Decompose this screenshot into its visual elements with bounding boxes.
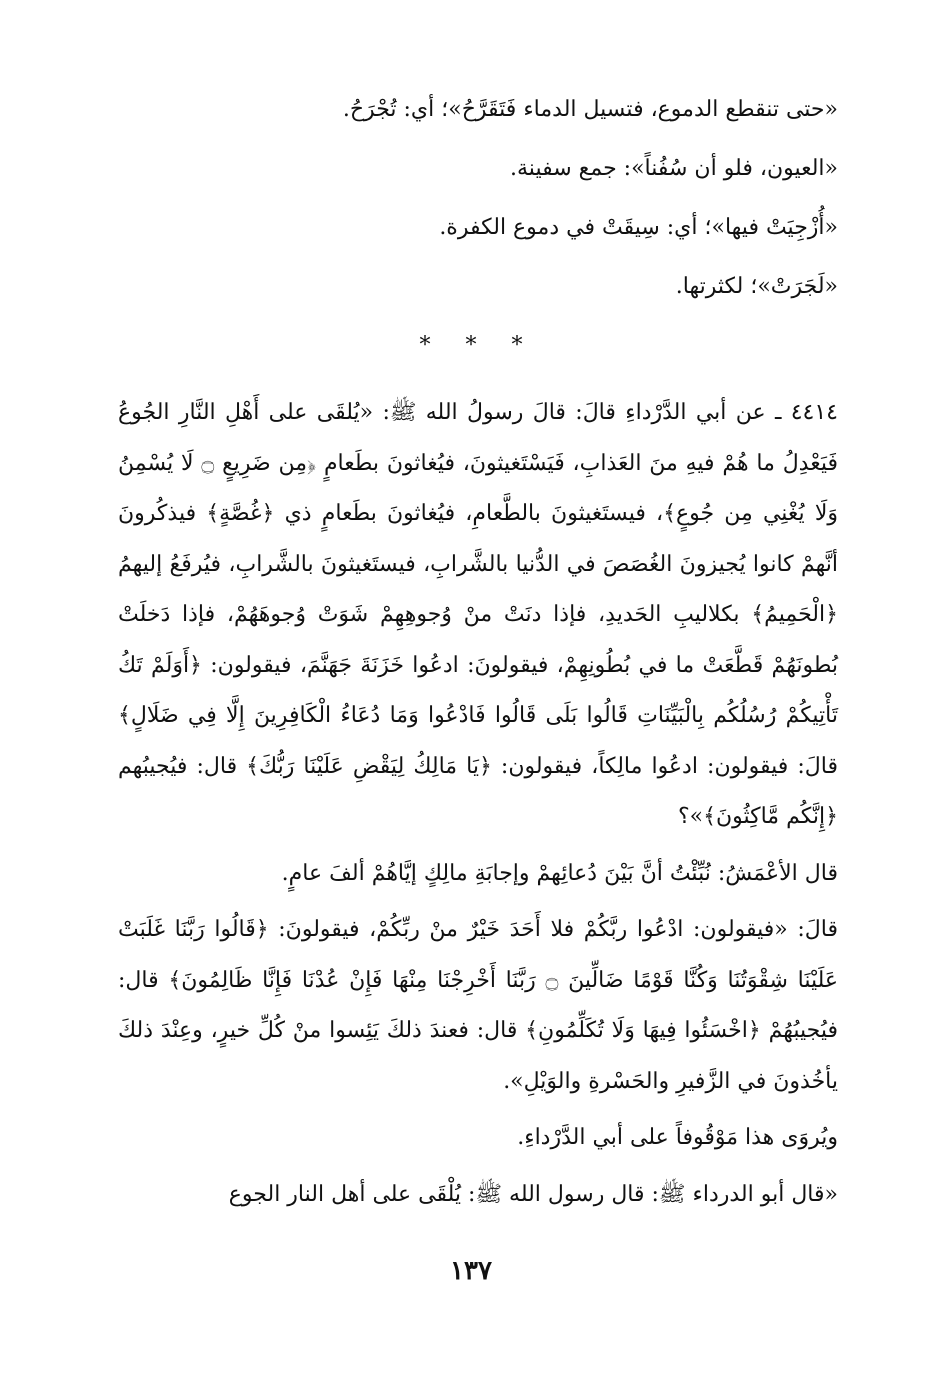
- hadith-continuation: قالَ: «فيقولون: ادْعُوا ربَّكُمْ فلا أَحَدَ خَيْرٌ منْ ربِّكُمْ، فيقولونَ: ﴿قَالُوا رَبَّنَا غَلَبَتْ عَلَيْنَا شِقْوَتُنَا وَكُنَّا قَوْمًا ضَالِّينَ ۝ رَبَّنَا أَخْرِجْنَا مِنْهَا فَإِنْ عُدْنَا فَإِنَّا ظَالِمُونَ﴾ قال: فيُجيبُهُمْ ﴿اخْسَئُوا فِيهَا وَلَا تُكَلِّمُونِ﴾ قال: فعندَ ذلكَ يَئِسوا منْ كُلِّ خيرٍ، وعِنْدَ ذلكَ يأخُذونَ في الزَّفيرِ والحَسْرةِ والوَيْلِ».: [118, 917, 839, 1094]
- gloss-line: «العيون، فلو أن سُفُناً»: جمع سفينة.: [510, 156, 838, 181]
- gloss-line: «حتى تنقطع الدموع، فتسيل الدماء فَتَقَرَّحُ»؛ أي: تُجْرَحُ.: [342, 97, 838, 122]
- book-page: [118, 80, 838, 1300]
- gloss-line: «لَجَرَتْ»؛ لكثرتها.: [675, 274, 838, 299]
- glossary-lines: [118, 80, 838, 316]
- hadith-text: [118, 388, 838, 1220]
- gloss-line: «أُزْجِيَتْ فيها»؛ أي: سِيقَتْ في دموع الكفرة.: [439, 215, 838, 240]
- mawquf-note: ويُروَى هذا مَوْقُوفاً على أبي الدَّرْداءِ.: [517, 1125, 838, 1150]
- page-number: ١٣٧: [450, 1256, 492, 1286]
- hadith-paragraph: ٤٤١٤ ـ عن أبي الدَّرْداءِ قالَ: قالَ رسولُ الله ﷺ: «يُلقَى على أَهْلِ النَّارِ الجُوعُ فَيَعْدِلُ ما هُمْ فيهِ منَ العَذابِ، فَيَسْتَغيثونَ، فيُغاثونَ بطَعامٍ ﴿مِن ضَرِيعٍ ۝ لَا يُسْمِنُ وَلَا يُغْنِي مِن جُوعٍ﴾، فيستَغيثونَ بالطَّعامِ، فيُغاثونَ بطَعامٍ ذي ﴿غُصَّةٍ﴾ فيذكُرونَ أنَّهمْ كانوا يُجيزونَ الغُصَصَ في الدُّنيا بالشَّرابِ، فيستَغيثونَ بالشَّرابِ، فيُرفَعُ إليهمُ ﴿الْحَمِيمُ﴾ بكلاليبِ الحَديدِ، فإذا دنَتْ منْ وُجوهِهِمْ شَوَتْ وُجوهَهُمْ، فإذا دَخلَتْ بُطونَهُمْ قَطَّعَتْ ما في بُطُونِهِمْ، فيقولونَ: ادعُوا خَزَنَةَ جَهَنَّمَ، فيقولون: ﴿أَوَلَمْ تَكُ تَأْتِيكُمْ رُسُلُكُم بِالْبَيِّنَاتِ قَالُوا بَلَى قَالُوا فَادْعُوا وَمَا دُعَاءُ الْكَافِرِينَ إِلَّا فِي ضَلَالٍ﴾ قالَ: فيقولون: ادعُوا مالِكاً، فيقولون: ﴿يَا مَالِكُ لِيَقْضِ عَلَيْنَا رَبُّكَ﴾ قال: فيُجيبُهم ﴿إِنَّكُم مَّاكِثُونَ﴾»؟: [118, 400, 838, 829]
- narrator-note: قال الأعْمَشُ: نُبِّئْتُ أنَّ بَيْنَ دُعائِهمْ وإجابَةِ مالِكٍ إيَّاهُمْ ألفَ عامٍ.: [281, 860, 838, 886]
- commentary-start: «قال أبو الدرداء ﷺ: قال رسول الله ﷺ: يُلْقَى على أهل النار الجوع: [228, 1181, 838, 1207]
- section-separator: * * *: [419, 333, 537, 358]
